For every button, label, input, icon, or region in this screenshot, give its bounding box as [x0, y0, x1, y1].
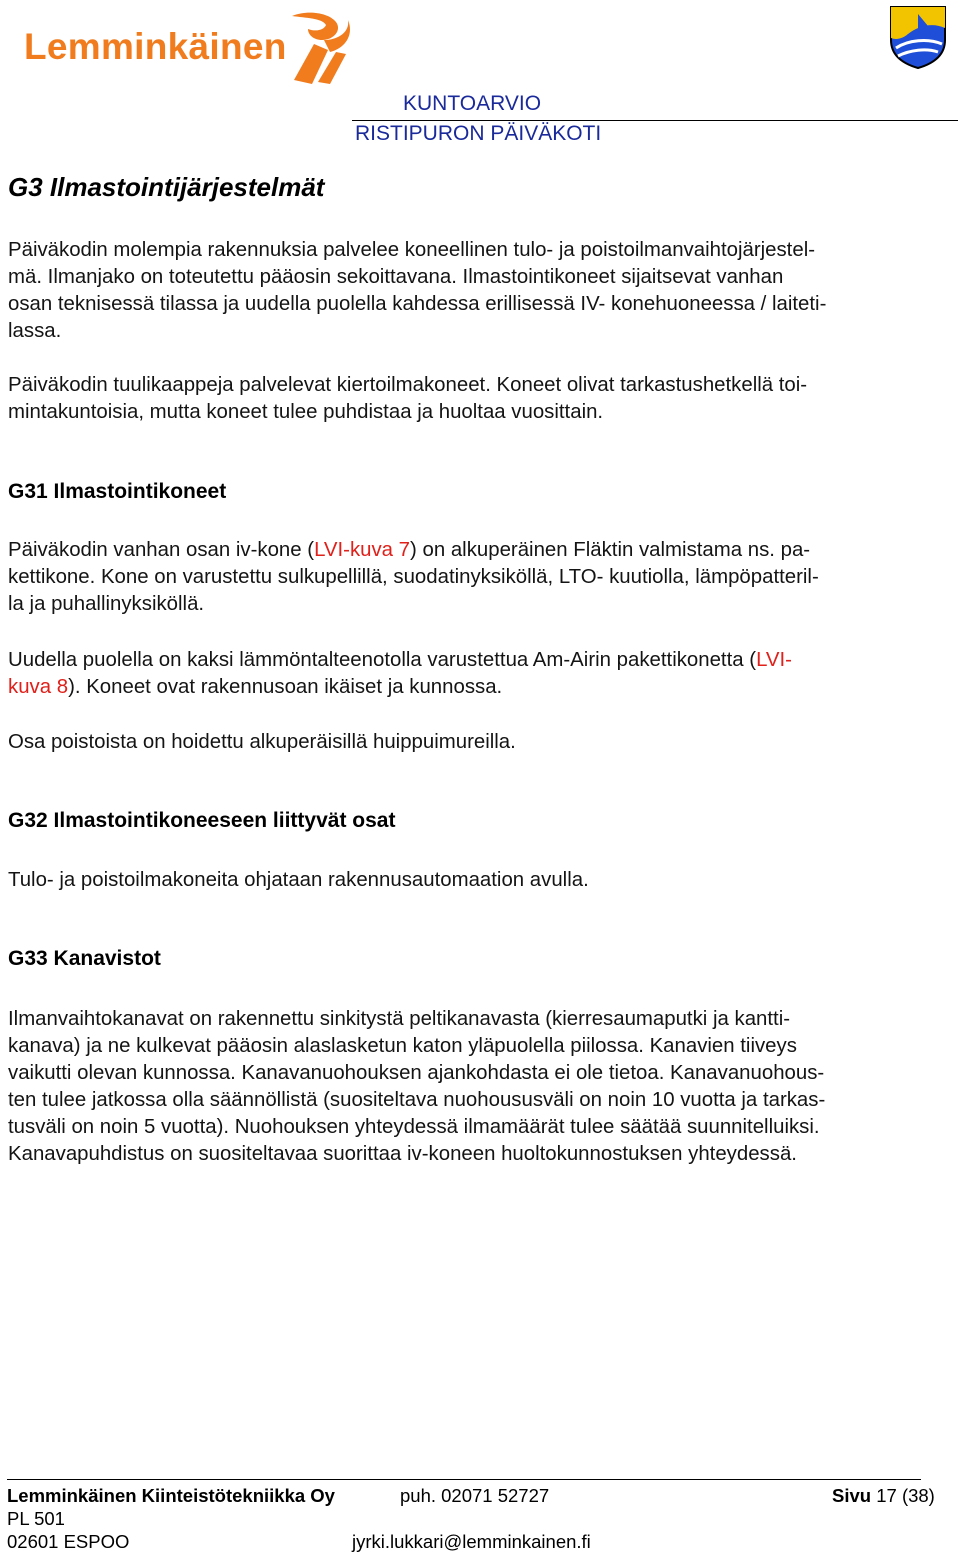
text-fragment: Uudella puolella on kaksi lämmöntalteenotolla varustettua Am-Airin pakettikonetta ( — [8, 649, 757, 671]
paragraph-g3-ventilation-system — [8, 237, 956, 345]
text-line: Ilmanvaihtokanavat on rakennettu sinkitystä peltikanavasta (kierresaumaputki ja kantti- — [8, 1008, 791, 1030]
text-line: Kanavapuhdistus on suositeltavaa suorittaa iv-koneen huoltokunnostuksen yhteydessä. — [8, 1143, 797, 1165]
header-divider — [352, 120, 958, 121]
text-line: vaikutti olevan kunnossa. Kanavanuohouksen ajankohdasta ei ole tietoa. Kanavanuohous- — [8, 1062, 825, 1084]
logo-wordmark: Lemminkäinen — [24, 26, 287, 67]
text-line: mintakuntoisia, mutta koneet tulee puhdistaa ja huoltaa vuosittain. — [8, 401, 604, 423]
text-line: lassa. — [8, 320, 62, 342]
section-heading-g33: G33 Kanavistot — [8, 947, 161, 970]
footer-po-box: PL 501 — [7, 1508, 65, 1529]
text-fragment: ). Koneet ovat rakennusoan ikäiset ja kunnossa. — [68, 676, 503, 698]
footer-phone: puh. 02071 52727 — [400, 1485, 550, 1506]
text-line: mä. Ilmanjako on toteutettu pääosin sekoittavana. Ilmastointikoneet sijaitsevat vanhan — [8, 266, 784, 288]
text-line: kanava) ja ne kulkevat pääosin alaslasketun katon yläpuolella piilossa. Kanavien tiiveys — [8, 1035, 797, 1057]
text-line: tusväli on noin 5 vuotta). Nuohouksen yhteydessä ilmamäärät tulee säätää suunnitelluiksi. — [8, 1116, 820, 1138]
document-type: KUNTOARVIO — [403, 92, 542, 115]
paragraph-g31-exhaust — [8, 729, 956, 756]
text-line: Tulo- ja poistoilmakoneita ohjataan rakennusautomaation avulla. — [8, 869, 589, 891]
text-line: Osa poistoista on hoidettu alkuperäisillä huippuimureilla. — [8, 731, 516, 753]
text-line: Päiväkodin tuulikaappeja palvelevat kiertoilmakoneet. Koneet olivat tarkastushetkellä toi- — [8, 374, 808, 396]
figure-reference-lvi-8-part1[interactable]: LVI- — [756, 649, 792, 671]
text-fragment: ) on alkuperäinen Fläktin valmistama ns. pa- — [410, 539, 811, 561]
paragraph-g33-ducts — [8, 1006, 956, 1168]
text-line: la ja puhallinyksiköllä. — [8, 593, 205, 615]
paragraph-g31-new-units — [8, 647, 956, 701]
page-total: (38) — [901, 1485, 935, 1506]
paragraph-g3-recirculation — [8, 372, 956, 426]
text-line: Päiväkodin molempia rakennuksia palvelee koneellinen tulo- ja poistoilmanvaihtojärjestel- — [8, 239, 816, 261]
footer-postal-address: 02601 ESPOO — [7, 1531, 130, 1552]
footer-divider — [7, 1479, 921, 1480]
footer-email-link[interactable]: jyrki.lukkari@lemminkainen.fi — [352, 1531, 591, 1552]
text-line: osan teknisessä tilassa ja uudella puolella kahdessa erillisessä IV- konehuoneessa / laiteti- — [8, 293, 827, 315]
coat-of-arms-icon — [888, 4, 948, 70]
section-heading-g31: G31 Ilmastointikoneet — [8, 480, 227, 503]
footer-company: Lemminkäinen Kiinteistötekniikka Oy — [7, 1485, 335, 1506]
figure-reference-lvi-7[interactable]: LVI-kuva 7 — [314, 539, 411, 561]
paragraph-g32 — [8, 867, 956, 894]
document-subject: RISTIPURON PÄIVÄKOTI — [355, 122, 602, 145]
footer-page-indicator — [832, 1485, 935, 1507]
logo-swoosh-icon — [284, 10, 352, 85]
company-logo — [22, 10, 352, 85]
text-line: kettikone. Kone on varustettu sulkupellillä, suodatinyksiköllä, LTO- kuutiolla, lämpöpatteril- — [8, 566, 819, 588]
figure-reference-lvi-8-part2[interactable]: kuva 8 — [8, 676, 69, 698]
section-heading-g3: G3 Ilmastointijärjestelmät — [8, 172, 325, 202]
page-number: 17 — [876, 1485, 897, 1506]
page-label: Sivu — [832, 1485, 872, 1506]
paragraph-g31-old-unit — [8, 537, 956, 618]
text-line: ten tulee jatkossa olla säännöllistä (suositeltava nuohoususväli on noin 10 vuotta ja tarkas- — [8, 1089, 826, 1111]
section-heading-g32: G32 Ilmastointikoneeseen liittyvät osat — [8, 809, 396, 832]
text-fragment: Päiväkodin vanhan osan iv-kone ( — [8, 539, 315, 561]
